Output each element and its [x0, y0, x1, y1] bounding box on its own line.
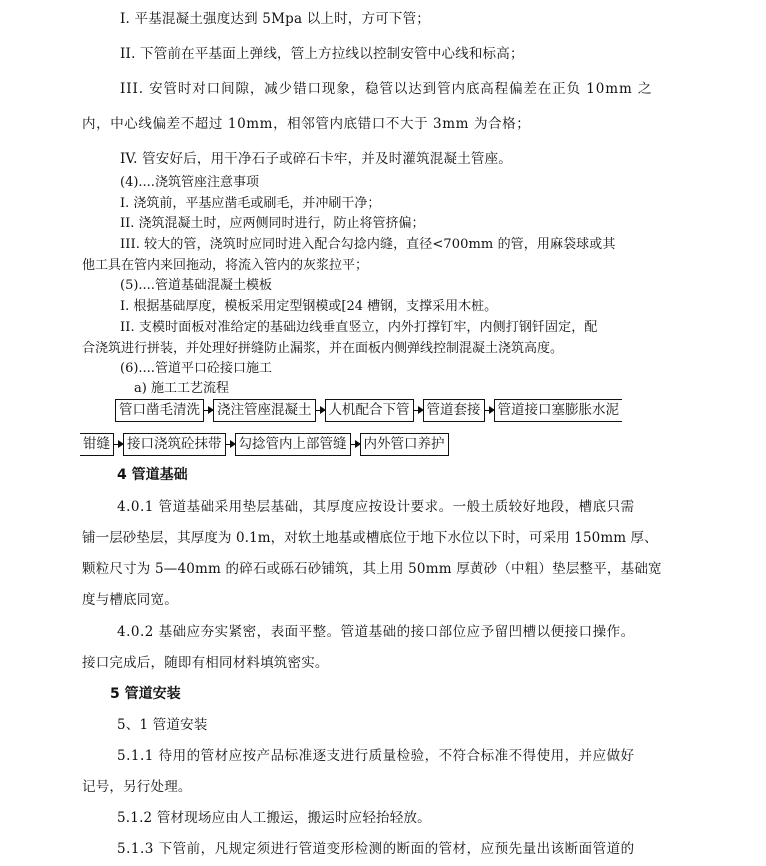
section-5-subheading: 5、1 管道安装 — [117, 717, 208, 733]
para-11a: II. 支模时面板对准给定的基础边线垂直竖立，内外打撑钉牢，内侧打钢钎固定，配 — [120, 320, 598, 335]
arrow-right-icon — [316, 401, 325, 420]
flow-step: 接口浇筑砼抹带 — [123, 433, 226, 456]
para-2: II. 下管前在平基面上弹线，管上方拉线以控制安管中心线和标高； — [120, 46, 524, 62]
arrow-right-icon — [351, 435, 360, 454]
section-4-para-2a: 4.0.2 基础应夯实紧密，表面平整。管道基础的接口部位应予留凹槽以便接口操作。 — [117, 624, 635, 640]
section-5-heading: 5 管道安装 — [110, 686, 181, 702]
flow-step: 内外管口养护 — [360, 433, 449, 456]
flow-row-1 — [115, 398, 766, 422]
flow-step: 管口凿毛清洗 — [115, 399, 204, 422]
para-13: a) 施工工艺流程 — [134, 381, 229, 396]
para-8b: 他工具在管内来回拖动，将流入管内的灰浆拉平； — [82, 258, 369, 273]
section-5-para-2: 5.1.2 管材现场应由人工搬运，搬运时应轻抬轻放。 — [117, 810, 431, 826]
para-1: I. 平基混凝土强度达到 5Mpa 以上时，方可下管； — [120, 11, 430, 27]
arrow-right-icon — [414, 401, 423, 420]
section-5-para-3: 5.1.3 下管前，凡规定须进行管道变形检测的断面的管材，应预先量出该断面管道的 — [117, 841, 635, 857]
section-4-para-1a: 4.0.1 管道基础采用垫层基础，其厚度应按设计要求。一般土质较好地段，槽底只需 — [117, 499, 635, 515]
arrow-right-icon — [114, 435, 123, 454]
para-3b: 内，中心线偏差不超过 10mm，相邻管内底错口不大于 3mm 为合格； — [82, 116, 531, 132]
para-3a: III. 安管时对口间隙，减少错口现象，稳管以达到管内底高程偏差在正负 10mm 之 — [120, 81, 653, 97]
para-12: (6)....管道平口砼接口施工 — [120, 361, 272, 376]
para-6: I. 浇筑前，平基应凿毛或刷毛，并冲刷干净； — [120, 196, 381, 211]
arrow-right-icon — [226, 435, 235, 454]
flow-step: 浇注管座混凝土 — [213, 399, 316, 422]
flow-step: 管道套接 — [423, 399, 485, 422]
para-9: (5)....管道基础混凝土模板 — [120, 278, 272, 293]
flow-step: 管道接口塞膨胀水泥 — [494, 399, 623, 422]
section-4-para-1b: 铺一层砂垫层，其厚度为 0.1m，对软土地基或槽底位于地下水位以下时，可采用 150mm 厚、 — [82, 530, 658, 546]
section-4-heading: 4 管道基础 — [117, 467, 188, 483]
flow-row-2 — [80, 432, 766, 456]
flow-step: 人机配合下管 — [325, 399, 414, 422]
section-4-para-1d: 度与槽底同宽。 — [82, 592, 178, 608]
section-4-para-1c: 颗粒尺寸为 5—40mm 的碎石或砾石砂铺筑，其上用 50mm 厚黄砂（中粗）垫层整平，基础宽 — [82, 561, 662, 577]
flow-step: 勾捻管内上部管缝 — [235, 433, 351, 456]
para-8a: III. 较大的管，浇筑时应同时进入配合勾捻内缝，直径<700mm 的管，用麻袋球或其 — [120, 237, 616, 252]
para-7: II. 浇筑混凝土时，应两侧同时进行，防止将管挤偏； — [120, 216, 425, 231]
arrow-right-icon — [485, 401, 494, 420]
section-5-para-1b: 记号，另行处理。 — [82, 779, 192, 795]
para-11b: 合浇筑进行拼装，并处理好拼缝防止漏浆，并在面板内侧弹线控制混凝土浇筑高度。 — [82, 341, 564, 356]
section-5-para-1a: 5.1.1 待用的管材应按产品标准逐支进行质量检验，不符合标准不得使用，并应做好 — [117, 748, 635, 764]
section-4-para-2b: 接口完成后，随即有相同材料填筑密实。 — [82, 655, 329, 671]
arrow-right-icon — [204, 401, 213, 420]
para-10: I. 根据基础厚度，模板采用定型钢模或[24 槽钢，支撑采用木桩。 — [120, 299, 498, 314]
flow-step: 钳缝 — [80, 433, 114, 456]
para-4: IV. 管安好后，用干净石子或碎石卡牢，并及时灌筑混凝土管座。 — [120, 151, 513, 167]
para-5: (4)....浇筑管座注意事项 — [120, 175, 259, 190]
